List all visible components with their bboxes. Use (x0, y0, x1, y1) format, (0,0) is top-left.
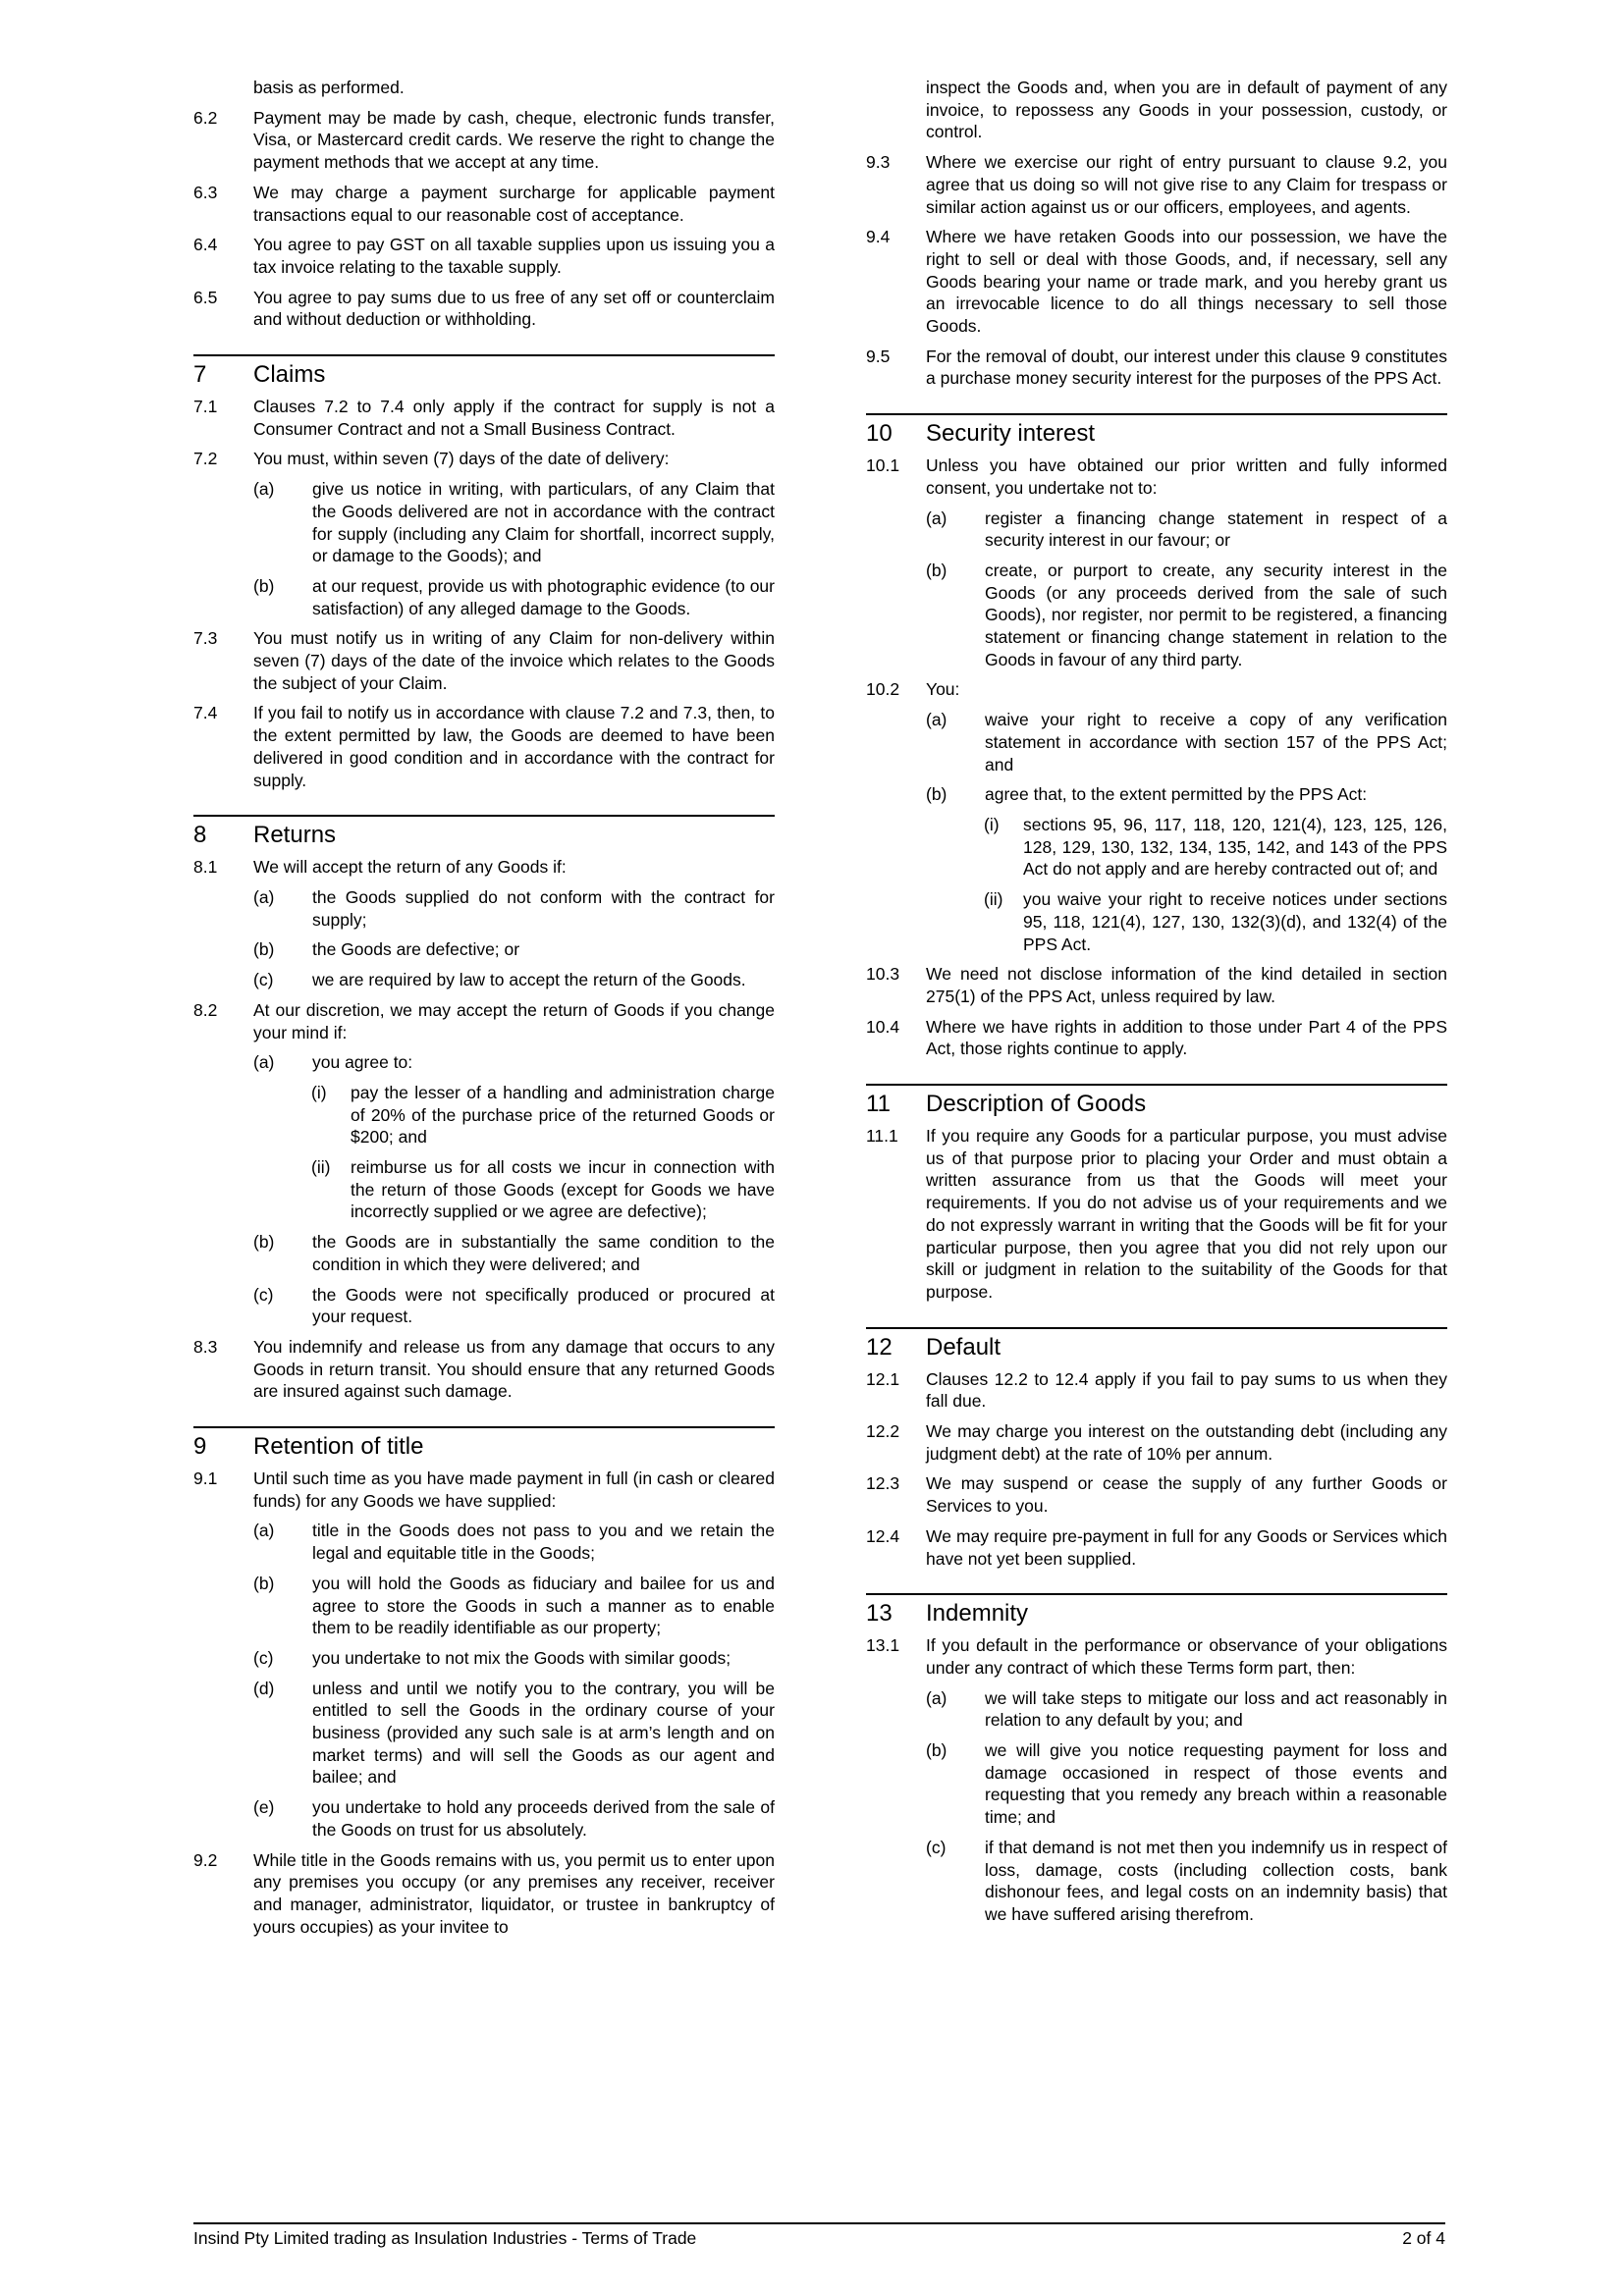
clause-8-3: 8.3 You indemnify and release us from any damage that occurs to any Goods in return transit. You should ensure that any returned Goods are insured against such damage. (193, 1336, 775, 1402)
section-heading-11: 11 Description of Goods (866, 1084, 1447, 1119)
clause-8-2-b: (b) the Goods are in substantially the same condition to the condition in which they were delivered; and (253, 1232, 775, 1274)
clause-7-3: 7.3 You must notify us in writing of any Claim for non-delivery within seven (7) days of the date of the invoice which relates to the Goods the subject of your Claim. (193, 628, 775, 693)
section-heading-8: 8 Returns (193, 815, 775, 850)
clause-6-2: 6.2 Payment may be made by cash, cheque, electronic funds transfer, Visa, or Mastercard credit cards. We reserve the right to change the payment methods that we accept at any time. (193, 107, 775, 173)
clause-8-1-c: (c) we are required by law to accept the return of the Goods. (253, 970, 746, 990)
right-column (866, 77, 1447, 1934)
left-column (193, 77, 775, 1946)
clause-9-5: 9.5 For the removal of doubt, our interest under this clause 9 constitutes a purchase money security interest for the purposes of the PPS Act. (866, 346, 1447, 389)
clause-8-1-b: (b) the Goods are defective; or (253, 939, 520, 960)
section-heading-12: 12 Default (866, 1327, 1447, 1362)
clause-7-2: 7.2 You must, within seven (7) days of the date of delivery: (193, 449, 670, 469)
clause-6-3: 6.3 We may charge a payment surcharge for applicable payment transactions equal to our reasonable cost of acceptance. (193, 182, 775, 225)
clause-8-1: 8.1 We will accept the return of any Goods if: (193, 857, 567, 878)
clause-10-1-b: (b) create, or purport to create, any security interest in the Goods (or any proceeds derived from the sale of such Goods), nor register, nor permit to be registered, a financing statement or financing change statement in relation to the Goods in favour of any third party. (926, 560, 1447, 669)
clause-10-1: 10.1 Unless you have obtained our prior written and fully informed consent, you undertake not to: (866, 455, 1447, 498)
clause-9-1: 9.1 Until such time as you have made payment in full (in cash or cleared funds) for any Goods we have supplied: (193, 1468, 775, 1511)
footer-document-title: Insind Pty Limited trading as Insulation Industries - Terms of Trade (193, 2228, 697, 2248)
clause-10-3: 10.3 We need not disclose information of the kind detailed in section 275(1) of the PPS Act, unless required by law. (866, 964, 1447, 1006)
clause-6-5: 6.5 You agree to pay sums due to us free of any set off or counterclaim and without deduction or withholding. (193, 287, 775, 330)
page-footer (193, 2222, 1445, 2249)
clause-8-2-a-i: (i) pay the lesser of a handling and administration charge of 20% of the purchase price of the returned Goods or $200; and (311, 1082, 775, 1148)
clause-9-4: 9.4 Where we have retaken Goods into our possession, we have the right to sell or deal with those Goods, and, if necessary, sell any Goods bearing your name or trade mark, and you hereby grant us an irrevocable licence to do all things necessary to sell those Goods. (866, 227, 1447, 337)
continuation-text: basis as performed. (253, 78, 405, 97)
clause-12-1: 12.1 Clauses 12.2 to 12.4 apply if you fail to pay sums to us when they fall due. (866, 1368, 1447, 1412)
clause-7-2-b: (b) at our request, provide us with photographic evidence (to our satisfaction) of any alleged damage to the Goods. (253, 575, 775, 618)
clause-12-3: 12.3 We may suspend or cease the supply of any further Goods or Services to you. (866, 1473, 1447, 1517)
clause-10-2: 10.2 You: (866, 679, 960, 700)
clause-10-2-b-ii: (ii) you waive your right to receive notices under sections 95, 118, 121(4), 127, 130, 132(3)(d), and 132(4) of the PPS Act. (984, 889, 1447, 954)
clause-10-2-a: (a) waive your right to receive a copy of any verification statement in accordance with section 157 of the PPS Act; and (926, 710, 1447, 774)
clause-10-4: 10.4 Where we have rights in addition to those under Part 4 of the PPS Act, those rights continue to apply. (866, 1016, 1447, 1059)
clause-13-1-a: (a) we will take steps to mitigate our loss and act reasonably in relation to any default by you; and (926, 1687, 1447, 1731)
clause-8-2: 8.2 At our discretion, we may accept the return of Goods if you change your mind if: (193, 999, 775, 1042)
clause-7-2-a: (a) give us notice in writing, with particulars, of any Claim that the Goods delivered are not in accordance with the contract for supply (including any Claim for shortfall, incorrect supply, or damage to the Goods); and (253, 479, 775, 566)
clause-6-4: 6.4 You agree to pay GST on all taxable supplies upon us issuing you a tax invoice relating to the taxable supply. (193, 235, 775, 277)
clause-10-1-a: (a) register a financing change statement in respect of a security interest in our favour; or (926, 507, 1447, 551)
clause-9-1-c: (c) you undertake to not mix the Goods with similar goods; (253, 1647, 731, 1668)
clause-13-1-b: (b) we will give you notice requesting payment for loss and damage occasioned in respect of those events and requesting that you remedy any breach within a reasonable time; and (926, 1740, 1447, 1828)
clause-8-1-a: (a) the Goods supplied do not conform with the contract for supply; (253, 886, 775, 930)
clause-7-4: 7.4 If you fail to notify us in accordance with clause 7.2 and 7.3, then, to the extent permitted by law, the Goods are deemed to have been delivered in good condition and in accordance with the contract for supply. (193, 703, 775, 790)
clause-9-1-e: (e) you undertake to hold any proceeds derived from the sale of the Goods on trust for us absolutely. (253, 1797, 775, 1840)
section-heading-9: 9 Retention of title (193, 1426, 775, 1462)
clause-11-1: 11.1 If you require any Goods for a particular purpose, you must advise us of that purpose prior to placing your Order and must obtain a written assurance from us that the Goods will meet your requirements. If you do not advise us of your requirements and we do not expressly warrant in writing that the Goods will be fit for your particular purpose, then you agree that you did not rely upon our skill or judgment in relation to the suitability of the Goods for that purpose. (866, 1126, 1447, 1302)
clause-12-2: 12.2 We may charge you interest on the outstanding debt (including any judgment debt) at the rate of 10% per annum. (866, 1421, 1447, 1464)
clause-13-1: 13.1 If you default in the performance or observance of your obligations under any contract of which these Terms form part, then: (866, 1635, 1447, 1678)
clause-9-3: 9.3 Where we exercise our right of entry pursuant to clause 9.2, you agree that us doing so will not give rise to any Claim for trespass or similar action against us or our officers, employees, and agents. (866, 152, 1447, 217)
section-heading-13: 13 Indemnity (866, 1593, 1447, 1629)
clause-9-1-d: (d) unless and until we notify you to the contrary, you will be entitled to sell the Goods in the ordinary course of your business (provided any such sale is at arm’s length and on market terms) and will sell the Goods as our agent and bailee; and (253, 1678, 775, 1788)
clause-9-1-a: (a) title in the Goods does not pass to you and we retain the legal and equitable title in the Goods; (253, 1521, 775, 1564)
clause-10-2-b-i: (i) sections 95, 96, 117, 118, 120, 121(4), 123, 125, 126, 128, 129, 130, 132, 134, 135, 142, and 143 of the PPS Act do not apply and are hereby contracted out of; and (984, 814, 1447, 880)
clause-13-1-c: (c) if that demand is not met then you indemnify us in respect of loss, damage, costs (including collection costs, bank dishonour fees, and legal costs on an indemnity basis) that we have suffered arising therefrom. (926, 1837, 1447, 1924)
section-heading-10: 10 Security interest (866, 413, 1447, 449)
clause-7-1: 7.1 Clauses 7.2 to 7.4 only apply if the contract for supply is not a Consumer Contract and not a Small Business Contract. (193, 397, 775, 439)
section-heading-7: 7 Claims (193, 354, 775, 390)
clause-12-4: 12.4 We may require pre-payment in full for any Goods or Services which have not yet been supplied. (866, 1525, 1447, 1569)
clause-10-2-b: (b) agree that, to the extent permitted by the PPS Act: (926, 784, 1368, 805)
clause-8-2-c: (c) the Goods were not specifically produced or procured at your request. (253, 1284, 775, 1327)
page-number: 2 of 4 (1402, 2228, 1445, 2248)
continuation-text: inspect the Goods and, when you are in default of payment of any invoice, to repossess any Goods in your possession, custody, or control. (926, 78, 1447, 142)
clause-8-2-a-ii: (ii) reimburse us for all costs we incur in connection with the return of those Goods (except for Goods we have incorrectly supplied or we agree are defective); (311, 1157, 775, 1222)
clause-9-1-b: (b) you will hold the Goods as fiduciary and bailee for us and agree to store the Goods in such a manner as to enable them to be readily identifiable as our property; (253, 1573, 775, 1638)
clause-9-2: 9.2 While title in the Goods remains with us, you permit us to enter upon any premises you occupy (or any premises any receiver, receiver and manager, administrator, liquidator, or trustee in bankruptcy of yours occupies) as your invitee to (193, 1849, 775, 1937)
clause-8-2-a: (a) you agree to: (253, 1052, 413, 1073)
